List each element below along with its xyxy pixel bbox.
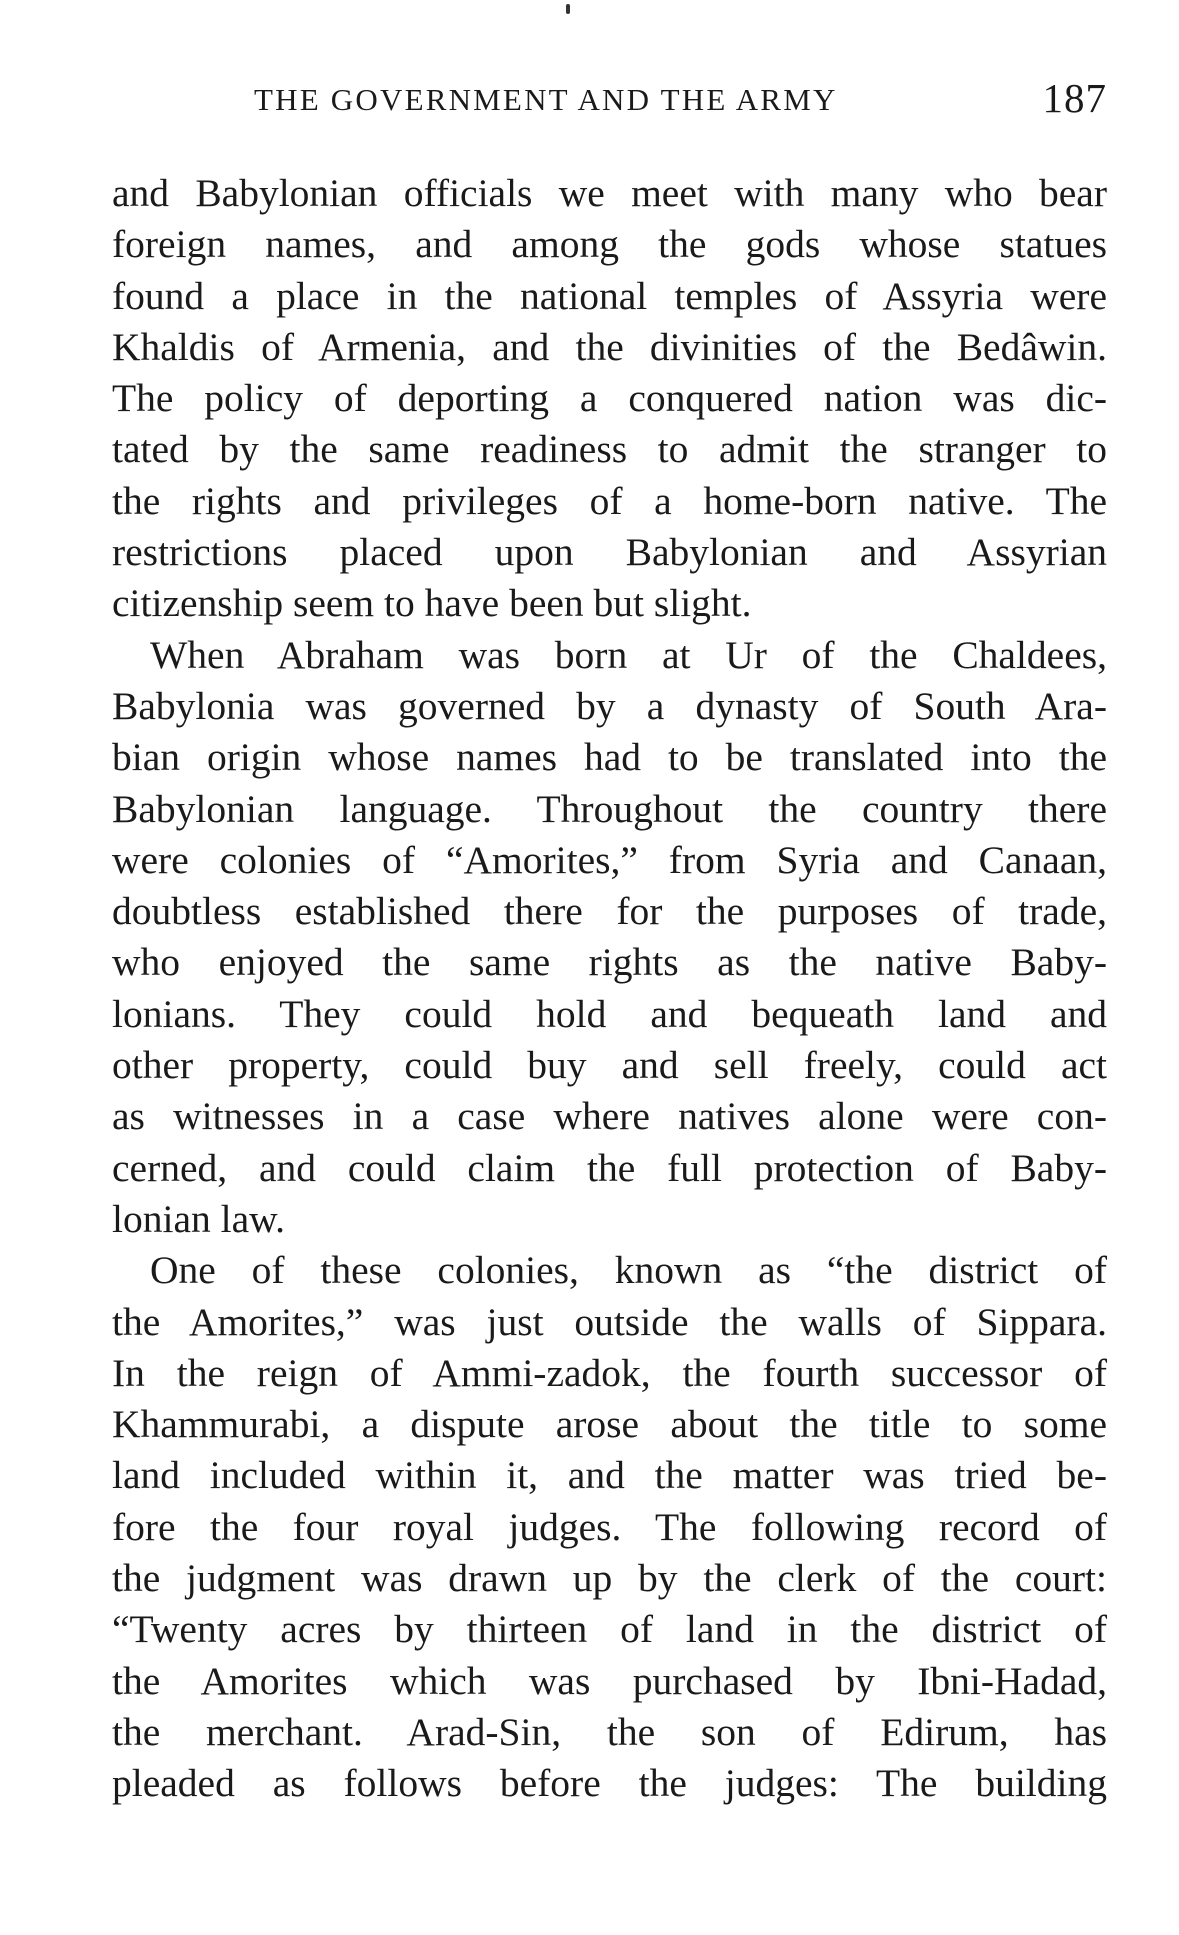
text-line: who enjoyed the same rights as the native Baby- (112, 940, 1107, 985)
text-line: When Abraham was born at Ur of the Chaldees, (150, 632, 1107, 677)
text-line: the Amorites,” was just outside the walls of Sippara. (112, 1299, 1107, 1344)
text-line: land included within it, and the matter was tried be- (112, 1453, 1107, 1498)
text-line: doubtless established there for the purposes of trade, (112, 889, 1107, 934)
text-line: found a place in the national temples of Assyria were (112, 273, 1107, 318)
body-text (112, 168, 1107, 1810)
text-line: The policy of deporting a conquered nation was dic- (112, 376, 1107, 421)
text-line: Babylonia was governed by a dynasty of South Ara- (112, 683, 1107, 728)
text-line: In the reign of Ammi-zadok, the fourth successor of (112, 1350, 1107, 1395)
text-line: tated by the same readiness to admit the stranger to (112, 427, 1107, 472)
running-head: THE GOVERNMENT AND THE ARMY (254, 82, 838, 117)
ink-speck (566, 4, 570, 14)
text-line: the judgment was drawn up by the clerk of the court: (112, 1556, 1107, 1601)
text-line: restrictions placed upon Babylonian and Assyrian (112, 530, 1107, 575)
text-line: “Twenty acres by thirteen of land in the district of (112, 1607, 1107, 1652)
text-line: Babylonian language. Throughout the country there (112, 786, 1107, 831)
text-line: as witnesses in a case where natives alone were con- (112, 1094, 1107, 1139)
page-number: 187 (1042, 75, 1107, 121)
text-line: fore the four royal judges. The following record of (112, 1504, 1107, 1549)
text-line: and Babylonian officials we meet with many who bear (112, 171, 1107, 215)
text-line: Khaldis of Armenia, and the divinities of the Bedâwin. (112, 324, 1107, 369)
text-line: other property, could buy and sell freely, could act (112, 1043, 1107, 1088)
text-line: were colonies of “Amorites,” from Syria and Canaan, (112, 837, 1107, 882)
text-line: bian origin whose names had to be translated into the (112, 735, 1107, 780)
text-line: One of these colonies, known as “the district of (150, 1248, 1107, 1293)
text-line: the rights and privileges of a home-born native. The (112, 478, 1107, 523)
text-line: the Amorites which was purchased by Ibni-Hadad, (112, 1658, 1107, 1703)
text-line: the merchant. Arad-Sin, the son of Edirum, has (112, 1709, 1107, 1754)
text-line: lonians. They could hold and bequeath land and (112, 991, 1107, 1036)
text-line: cerned, and could claim the full protection of Baby- (112, 1145, 1107, 1190)
text-line: foreign names, and among the gods whose statues (112, 222, 1107, 267)
text-line: citizenship seem to have been but slight. (112, 581, 752, 626)
page-header (112, 75, 1107, 121)
text-line: Khammurabi, a dispute arose about the title to some (112, 1402, 1107, 1447)
text-line: pleaded as follows before the judges: The building (112, 1761, 1107, 1806)
text-line: lonian law. (112, 1196, 285, 1241)
